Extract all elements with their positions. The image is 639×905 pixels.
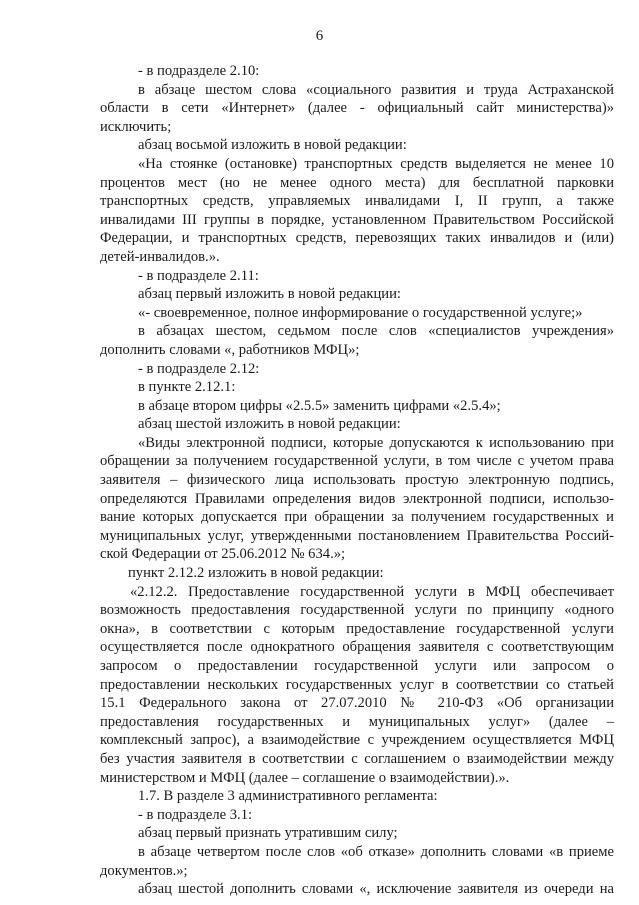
text-line: запросом о предоставлении государственной услуги или запросом о	[100, 658, 614, 674]
text-line: 15.1 Федерального закона от 27.07.2010 № 210-ФЗ «Об организации	[100, 695, 614, 712]
text-line: в пункте 2.12.1:	[138, 379, 236, 396]
text-line: окна», в соответствии с которым предоставление государственной услуги	[100, 620, 614, 637]
text-line: вание которых допускается при обращении за получением государственных и	[100, 509, 614, 526]
text-line: министерством и МФЦ (далее – соглашение о взаимодействии).».	[100, 769, 510, 786]
text-line: Федерации, и транспортных средств, перевозящих таких инвалидов и (или)	[100, 230, 614, 247]
text-line: абзац шестой дополнить словами «, исключение заявителя из очереди на	[138, 881, 614, 898]
text-line: инвалидами III группы в порядке, установленном Правительством Российской	[100, 211, 614, 228]
text-line: определяются Правилами определения видов электронной подписи, использо-	[100, 490, 614, 507]
text-line: в абзаце четвертом после слов «об отказе» дополнить словами «в приеме	[138, 843, 614, 860]
text-line: «2.12.2. Предоставление государственной услуги в МФЦ обеспечивает	[130, 583, 614, 600]
text-line: возможность предоставления государственной услуги по принципу «одного	[100, 602, 614, 619]
text-line: абзац восьмой изложить в новой редакции:	[138, 137, 407, 154]
text-line: заявителя – физического лица использовать простую электронную подпись,	[100, 472, 614, 489]
text-line: - в подразделе 2.11:	[138, 267, 259, 284]
text-line: транспортных средств, управляемых инвалидами I, II групп, а также	[100, 193, 614, 210]
text-line: предоставлении нескольких государственных услуг в соответствии со статьей	[100, 676, 614, 693]
text-line: ской Федерации от 25.06.2012 № 634.»;	[100, 546, 346, 563]
text-line: дополнить словами «, работников МФЦ»;	[100, 341, 360, 358]
text-line: детей-инвалидов.».	[100, 248, 220, 265]
page-number: 6	[315, 28, 324, 44]
text-line: области в сети «Интернет» (далее - официальный сайт министерства)»	[100, 100, 614, 117]
text-line: абзац первый признать утратившим силу;	[138, 825, 398, 842]
text-line: - в подразделе 3.1:	[138, 806, 253, 823]
text-line: обращении за получением государственной услуги, в том числе с учетом права	[100, 453, 614, 470]
text-line: без участия заявителя в соответствии с соглашением о взаимодействии между	[100, 750, 614, 767]
text-line: документов.»;	[100, 862, 188, 879]
text-line: «- своевременное, полное информирование о государственной услуге;»	[138, 304, 583, 321]
text-line: - в подразделе 2.10:	[138, 63, 260, 79]
text-line: - в подразделе 2.12:	[138, 360, 260, 377]
text-line: комплексный запрос), а взаимодействие с учреждением осуществляется МФЦ	[100, 732, 614, 749]
text-line: в абзацах шестом, седьмом после слов «специалистов учреждения»	[138, 323, 614, 340]
text-line: муниципальных услуг, утвержденными постановлением Правительства Россий-	[100, 527, 614, 544]
text-line: предоставления государственных и муниципальных услуг» (далее –	[100, 713, 614, 730]
text-line: абзац шестой изложить в новой редакции:	[138, 416, 401, 433]
text-line: в абзаце втором цифры «2.5.5» заменить цифрами «2.5.4»;	[138, 397, 501, 414]
text-line: «На стоянке (остановке) транспортных средств выделяется не менее 10	[138, 155, 614, 172]
text-line: исключить;	[100, 118, 172, 135]
text-line: 1.7. В разделе 3 административного регламента:	[138, 788, 438, 805]
text-line: абзац первый изложить в новой редакции:	[138, 286, 401, 303]
text-line: осуществляется после однократного обращения заявителя с соответствующим	[100, 639, 614, 656]
text-line: пункт 2.12.2 изложить в новой редакции:	[128, 565, 384, 582]
text-line: «Виды электронной подписи, которые допускаются к использованию при	[138, 434, 614, 451]
text-line: процентов мест (но не менее одного места) для бесплатной парковки	[100, 174, 614, 191]
text-line: в абзаце шестом слова «социального развития и труда Астраханской	[138, 81, 614, 98]
document-body	[100, 62, 614, 899]
